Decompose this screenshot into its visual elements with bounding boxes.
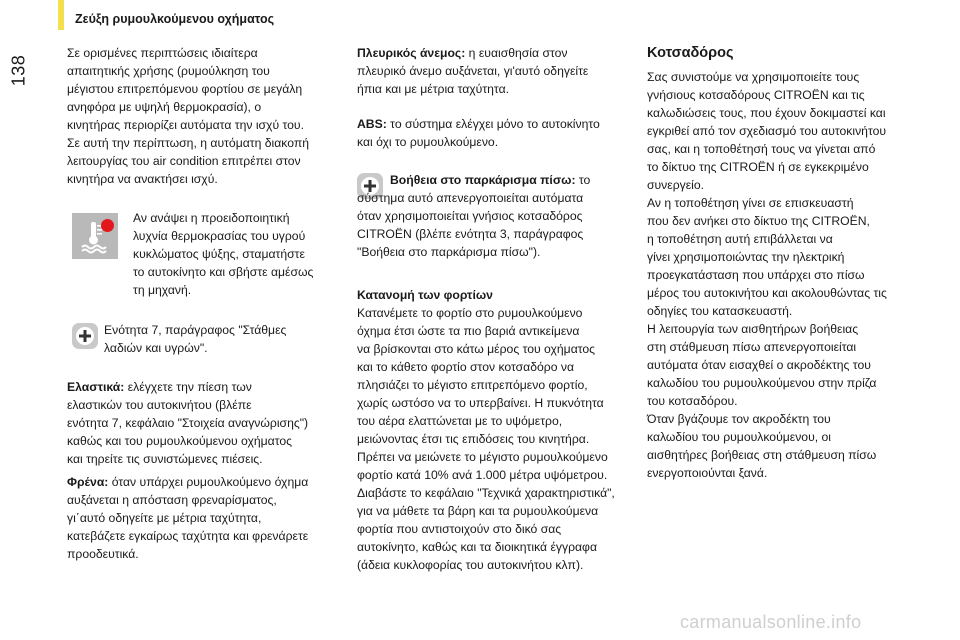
crosswind-text: η ευαισθησία στον πλευρικό άνεμο αυξάνεται, γι'αυτό οδηγείτε ήπια και με μέτρια ταχύτητα. — [357, 46, 589, 96]
load-distribution-title: Κατανομή των φορτίων — [357, 288, 493, 302]
crosswind-label: Πλευρικός άνεμος: — [357, 46, 466, 60]
abs-label: ABS: — [357, 117, 387, 131]
brakes-paragraph — [67, 473, 339, 563]
crosswind-paragraph — [357, 44, 632, 98]
fluid-levels-reference: Ενότητα 7, παράγραφος "Στάθμες λαδιών και υγρών". — [104, 323, 287, 355]
parking-assist-label: Βοήθεια στο παρκάρισμα πίσω: — [390, 173, 576, 187]
load-distribution-section — [357, 286, 635, 574]
section-header-title: Ζεύξη ρυμουλκούμενου οχήματος — [75, 12, 275, 26]
header-accent-bar — [58, 0, 64, 30]
tyres-paragraph — [67, 378, 339, 468]
abs-text: το σύστημα ελέγχει μόνο το αυτοκίνητο και όχι το ρυμουλκούμενο. — [357, 117, 600, 149]
brakes-label: Φρένα: — [67, 475, 109, 489]
watermark: carmanualsonline.info — [680, 612, 862, 632]
red-warning-dot — [101, 219, 114, 232]
towbar-title: Κοτσαδόρος — [647, 45, 734, 61]
brakes-text: όταν υπάρχει ρυμουλκούμενο όχημα αυξάνεται η απόσταση φρεναρίσματος, γι΄αυτό οδηγείτε με μέτρια ταχύτητα, κατεβάζετε εγκαίρως ταχύτητα και φρενάρετε προοδευτικά. — [67, 475, 309, 561]
coolant-warning-text: Αν ανάψει η προειδοποιητική λυχνία θερμοκρασίας του υγρού κυκλώματος ψύξης, σταματήστε το αυτοκίνητο και σβήστε αμέσως τη μηχανή. — [133, 211, 314, 297]
towbar-text: Σας συνιστούμε να χρησιμοποιείτε τους γνήσιους κοτσαδόρους CITROËN και τις καλωδιώσεις τους, που έχουν δοκιμαστεί και εγκριθεί από τον σχεδιασμό του αυτοκινήτου σας, και η τοποθέτησή τους να γίνεται από το δίκτυο της CITROËN ή σε εγκεκριμένο συνεργείο. Αν η τοποθέτηση γίνει σε επισκευαστή που δεν ανήκει στο δίκτυο της CITROËN, η τοποθέτηση αυτή επιβάλλεται να γίνει χρησιμοποιώντας την ηλεκτρική προεγκατάσταση που υπάρχει στο πίσω μέρος του αυτοκινήτου και ακολουθώντας τις οδηγίες του κατασκευαστή. Η λειτουργία των αισθητήρων βοήθειας στη στάθμευση πίσω απενεργοποιείται αυτόματα όταν εισαχθεί ο ακροδέκτης του καλωδίου του ρυμουλκούμενου στην πρίζα του κοτσαδόρου. Όταν βγάζουμε τον ακροδέκτη του καλωδίου του ρυμουλκούμενου, οι αισθητήρες βοήθειας στη στάθμευση πίσω ενεργοποιούνται ξανά. — [647, 70, 887, 480]
info-plus-icon — [72, 323, 98, 349]
coolant-temperature-warning-icon — [72, 213, 118, 259]
tyres-text: ελέγχετε την πίεση των ελαστικών του αυτοκινήτου (βλέπε ενότητα 7, κεφάλαιο "Στοιχεία αναγνώρισης") καθώς και του ρυμουλκούμενου οχήματος και τηρείτε τις συνιστώμενες πιέσεις. — [67, 380, 309, 466]
towbar-section — [647, 44, 917, 482]
tyres-label: Ελαστικά: — [67, 380, 125, 394]
load-distribution-text: Κατανέμετε το φορτίο στο ρυμουλκούμενο όχημα έτσι ώστε τα πιο βαριά αντικείμενα να βρίσκονται στο κάτω μέρος του οχήματος και το κάθετο φορτίο στον κοτσαδόρο να πλησιάζει το μέγιστο επιτρεπόμενο φορτίο, χωρίς ωστόσο να το υπερβαίνει. Η πυκνότητα του αέρα ελαττώνεται με το υψόμετρο, μειώνοντας έτσι τις επιδόσεις του κινητήρα. Πρέπει να μειώνετε το μέγιστο ρυμουλκούμενο φορτίο κατά 10% ανά 1.000 μέτρα υψόμετρου. Διαβάστε το κεφάλαιο "Τεχνικά χαρακτηριστικά", για να μάθετε τα βάρη και τα ρυμουλκούμενα φορτία που αντιστοιχούν στο δικό σας αυτοκίνητο, καθώς και τα διοικητικά έγγραφα (άδεια κυκλοφορίας του αυτοκινήτου κλπ). — [357, 306, 615, 572]
engine-power-intro: Σε ορισμένες περιπτώσεις ιδιαίτερα απαιτητικής χρήσης (ρυμούλκηση του μέγιστου επιτρεπόμενου φορτίου σε μεγάλη ανηφόρα με υψηλή θερμοκρασία), ο κινητήρας περιορίζει αυτόματα την ισχύ του. Σε αυτή την περίπτωση, η αυτόματη διακοπή λειτουργίας του air condition επιτρέπει στον κινητήρα να ανακτήσει ισχύ. — [67, 46, 310, 186]
parking-assist-paragraph — [357, 171, 632, 261]
page-number-text: 138 — [8, 54, 29, 86]
abs-paragraph — [357, 115, 632, 151]
parking-assist-text: το σύστημα αυτό απενεργοποιείται αυτόματα όταν χρησιμοποιείται γνήσιος κοτσαδόρος CITROËN (βλέπε ενότητα 3, παράγραφος "Βοήθεια στο παρκάρισμα πίσω"). — [357, 173, 591, 259]
page-number — [4, 40, 34, 100]
